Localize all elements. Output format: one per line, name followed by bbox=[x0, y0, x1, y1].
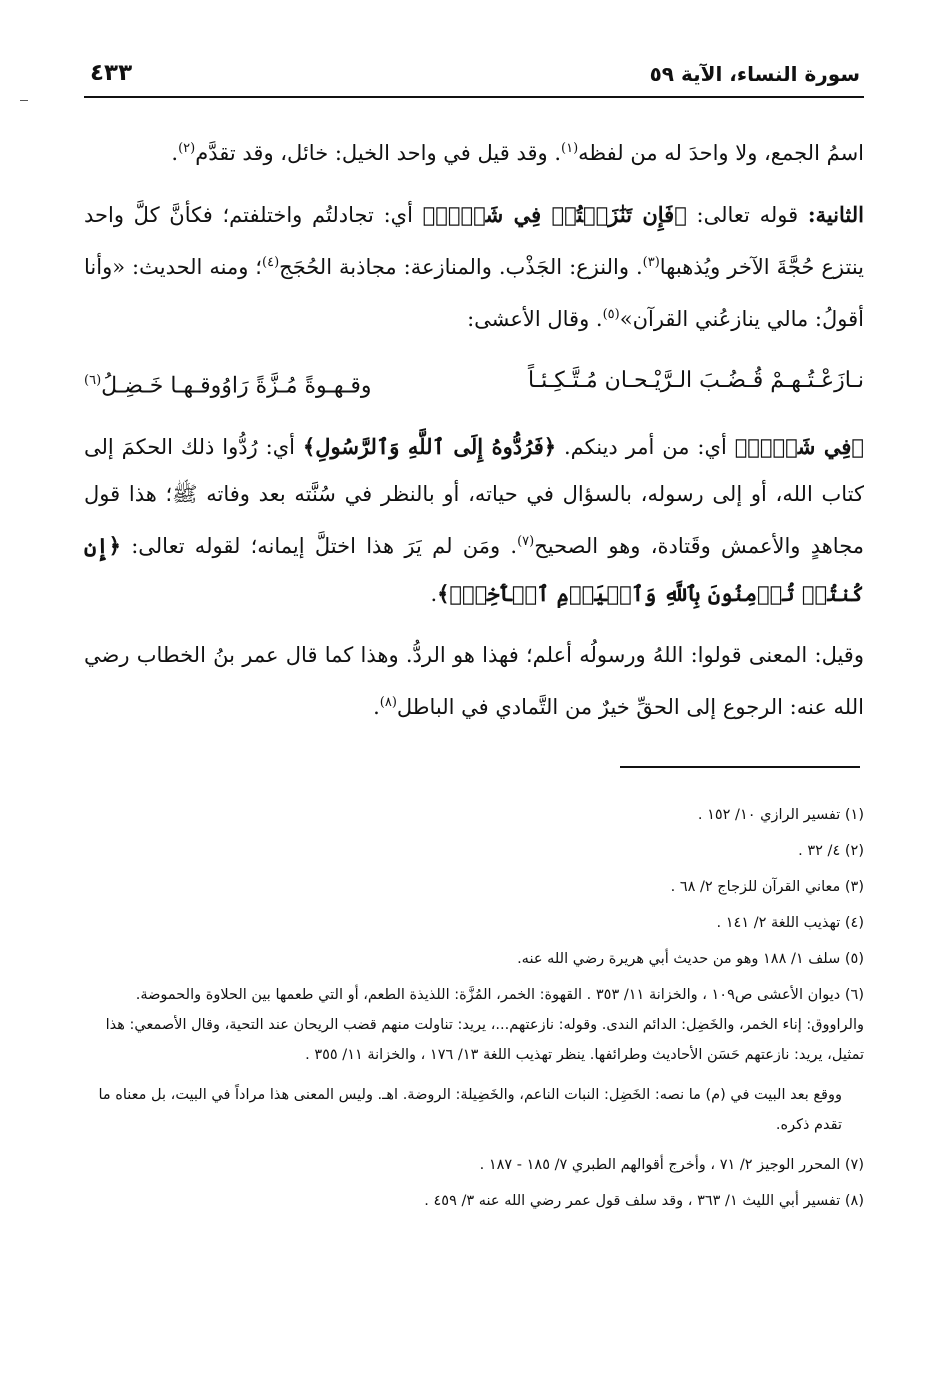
footnote-ref-6: (٦) bbox=[84, 373, 102, 388]
text-run: . وقال الأعشى: bbox=[467, 307, 603, 331]
footnote-ref-2: (٢) bbox=[178, 141, 196, 156]
text-run: اسمُ الجمع، ولا واحدَ له من لفظه bbox=[578, 141, 864, 165]
footnote-ref-7: (٧) bbox=[517, 534, 535, 550]
footnote-5: (٥) سلف ١/ ١٨٨ وهو من حديث أبي هريرة رضي الله عنه. bbox=[517, 951, 864, 967]
text-run: أي: تجادلتُم واختلفتم؛ فكأنَّ كلَّ واحد ينتزع حُجَّةَ الآخر ويُذهبها bbox=[84, 203, 864, 279]
margin-mark bbox=[20, 100, 28, 101]
footnotes bbox=[84, 800, 864, 1222]
paragraph-3 bbox=[84, 423, 864, 618]
verse-second-hemistich-wrap bbox=[84, 357, 372, 409]
main-text bbox=[84, 125, 864, 745]
paragraph-1 bbox=[84, 125, 864, 177]
footnote-ref-1: (١) bbox=[561, 141, 579, 156]
page-number: ٤٣٣ bbox=[90, 60, 133, 86]
header-rule bbox=[84, 96, 864, 98]
text-run: . bbox=[171, 141, 179, 165]
text-run: أي: رُدُّوا ذلك الحكمَ إلى كتاب الله، أو إلى رسوله، بالسؤال في حياته، أو بالنظر في سُنَّته بعد وفاته ﷺ؛ هذا قول مجاهدٍ والأعمش وقَتادة، وهو الصحيح bbox=[84, 435, 864, 559]
text-run: . bbox=[373, 695, 380, 720]
footnote-ref-5: (٥) bbox=[602, 307, 620, 322]
paragraph-2 bbox=[84, 191, 864, 343]
text-run: . bbox=[430, 582, 438, 607]
text-run: . والنزع: الجَذْب. والمنازعة: مجاذبة الحُجَج bbox=[279, 255, 643, 279]
running-header bbox=[90, 58, 860, 98]
verse-first-hemistich: نـازَعْـتُـهـمْ قُـضُـبَ الـرَّيْـحـان مُـتَّـكِـئـاً bbox=[527, 368, 864, 393]
surah-title: سورة النساء، الآية ٥٩ bbox=[649, 62, 860, 86]
footnote-1: (١) تفسير الرازي ١٠/ ١٥٢ . bbox=[697, 807, 864, 823]
footnote-ref-3: (٣) bbox=[642, 255, 660, 270]
quran-quote: ﴿فِي شَيۡءٖ﴾ bbox=[734, 434, 864, 460]
paragraph-4 bbox=[84, 632, 864, 731]
text-run: ؛ ومنه الحديث: «وأنا أقولُ: مالي ينازعُني القرآن» bbox=[84, 255, 864, 331]
quran-quote: ﴿فَرُدُّوهُ إِلَى ٱللَّهِ وَٱلرَّسُولِ﴾ bbox=[302, 434, 557, 460]
poetry-verse bbox=[84, 357, 864, 409]
quran-quote: ﴿فَإِن تَنَٰزَعۡتُمۡ فِي شَيۡءٖ﴾ bbox=[422, 202, 687, 227]
footnote-8: (٨) تفسير أبي الليث ١/ ٣٦٣ ، وقد سلف قول عمر رضي الله عنه ٣/ ٤٥٩ . bbox=[424, 1193, 864, 1209]
quran-quote: ﴿إِن كُنتُمۡ تُؤۡمِنُونَ بِٱللَّهِ وَٱلۡيَوۡمِ ٱلۡأٓخِرِۚ﴾ bbox=[84, 533, 864, 607]
text-run: . ومَن لم يَرَ هذا اختلَّ إيمانه؛ لقوله تعالى: bbox=[120, 534, 518, 559]
text-run: قوله تعالى: bbox=[686, 203, 808, 227]
paragraph-lead: الثانية: bbox=[807, 202, 864, 227]
verse-second-hemistich: وقـهـوةً مُـزَّةً رَاوُوقـهـا خَـضِـلُ bbox=[101, 373, 372, 399]
footnote-separator bbox=[620, 766, 860, 768]
footnote-2: (٢) ٤/ ٣٢ . bbox=[798, 843, 864, 859]
footnote-7: (٧) المحرر الوجيز ٢/ ٧١ ، وأخرج أقوالهم الطبري ٧/ ١٨٥ - ١٨٧ . bbox=[479, 1157, 864, 1173]
footnote-3: (٣) معاني القرآن للزجاج ٢/ ٦٨ . bbox=[670, 879, 864, 895]
footnote-6-continuation: ووقع بعد البيت في (م) ما نصه: الخَضِل: النبات الناعم، والخَضِيلة: الروضة. اهـ. وليس المعنى هذا مراداً في البيت، بل معناه ما تقدم ذكره. bbox=[98, 1087, 842, 1133]
footnote-6: (٦) ديوان الأعشى ص١٠٩ ، والخزانة ١١/ ٣٥٣ . القهوة: الخمر، المُزَّة: اللذيذة الطعم، أو التي طعمها بين الحلاوة والحموضة. والراووق: إناء الخمر، والخَضِل: الدائم الندى. وقوله: نازعتهم...، يريد: تناولت منهم قضب الريحان عند التحية، وقال الأصمعي: هذا تمثيل، يريد: نازعتهم حَسَن الأحاديث وطرائفها. ينظر تهذيب اللغة ١٣/ ١٧٦ ، والخزانة ١١/ ٣٥٥ . bbox=[105, 987, 864, 1063]
footnote-ref-8: (٨) bbox=[379, 695, 397, 711]
text-run: . وقد قيل في واحد الخيل: خائل، وقد تقدَّم bbox=[195, 141, 562, 165]
text-run: وقيل: المعنى قولوا: اللهُ ورسولُه أعلم؛ فهذا هو الردُّ. وهذا كما قال عمر بنُ الخطاب رضي الله عنه: الرجوع إلى الحقِّ خيرٌ من التَّمادي في الباطل bbox=[84, 643, 864, 720]
footnote-ref-4: (٤) bbox=[262, 255, 280, 270]
footnote-4: (٤) تهذيب اللغة ٢/ ١٤١ . bbox=[716, 915, 864, 931]
text-run: أي: من أمر دينكم. bbox=[556, 435, 735, 460]
